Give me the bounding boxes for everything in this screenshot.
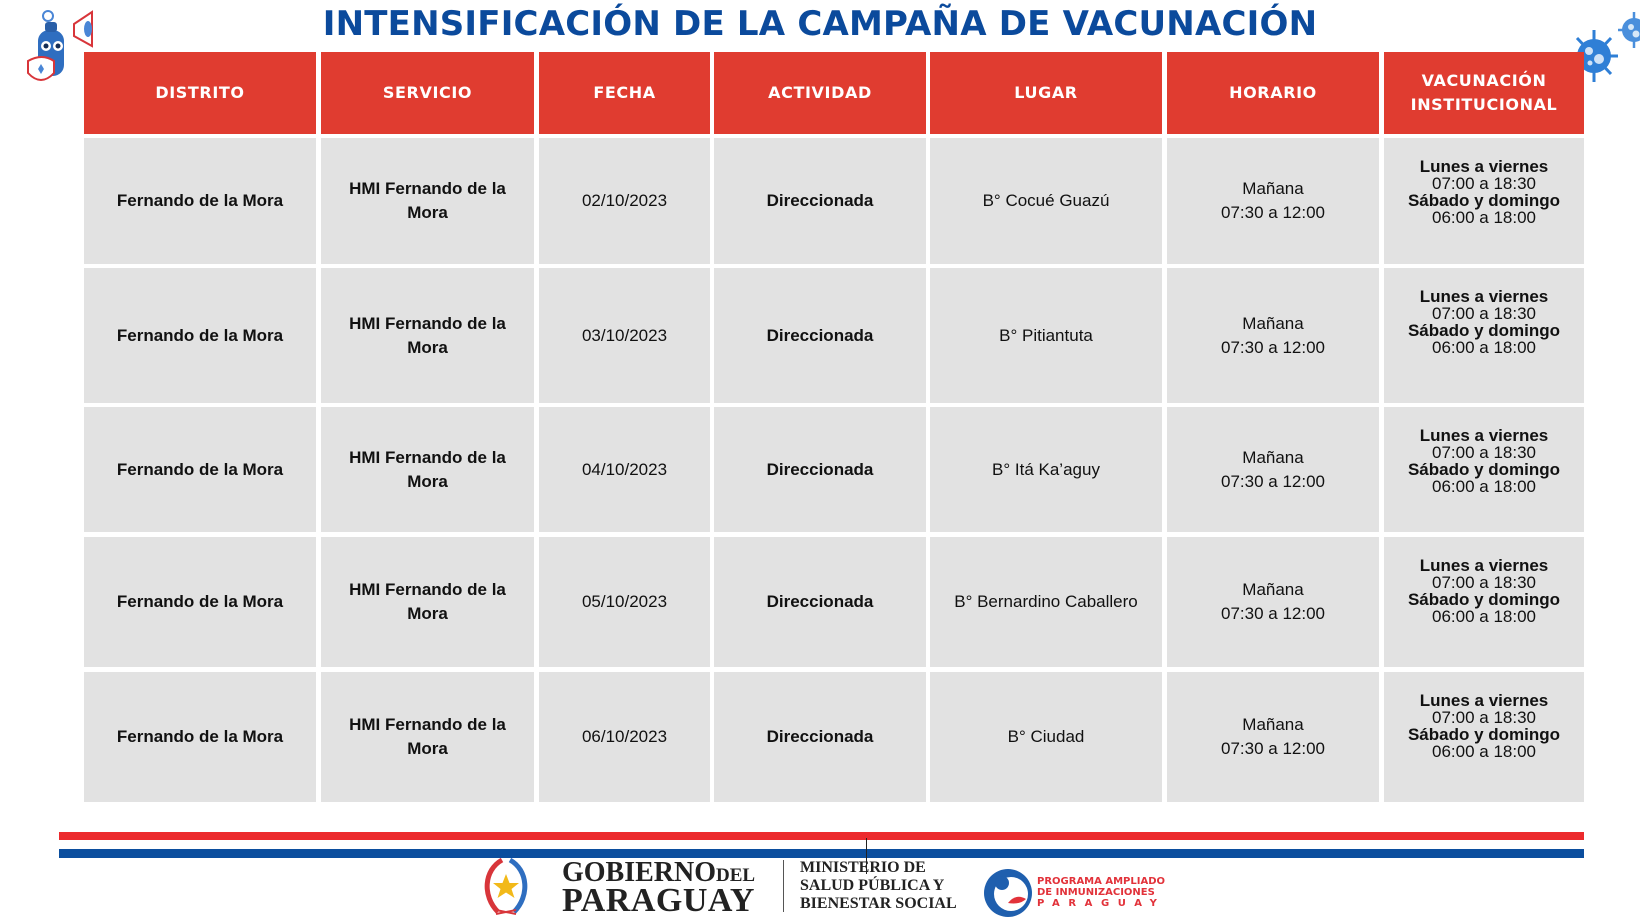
cell-lugar	[930, 672, 1162, 802]
distrito-text: Fernando de la Mora	[116, 191, 284, 210]
header-fecha	[539, 52, 710, 134]
servicio-line: Mora	[407, 203, 448, 222]
inst-weekday-hours: 07:00 a 18:30	[1432, 573, 1536, 592]
distrito-text: Fernando de la Mora	[116, 727, 284, 746]
header-label-line: VACUNACIÓN	[1421, 71, 1547, 90]
gobierno-logo-line2: PARAGUAY	[562, 882, 755, 919]
cell-actividad	[714, 268, 926, 403]
cell-distrito	[84, 138, 316, 264]
page-title: INTENSIFICACIÓN DE LA CAMPAÑA DE VACUNACIÓN	[322, 4, 1318, 44]
cell-fecha	[539, 537, 710, 667]
cell-distrito	[84, 537, 316, 667]
cell-horario	[1167, 672, 1379, 802]
horario-line: Mañana	[1242, 179, 1304, 198]
servicio-line: Mora	[407, 337, 448, 357]
fecha-text: 02/10/2023	[581, 191, 668, 210]
horario-line: Mañana	[1242, 580, 1304, 599]
cell-actividad	[714, 407, 926, 532]
servicio-line: Mora	[407, 604, 448, 623]
header-vacunacion-institucional	[1384, 52, 1584, 134]
header-label: SERVICIO	[382, 83, 473, 102]
ministerio-line: SALUD PÚBLICA Y	[800, 877, 945, 894]
servicio-line: HMI Fernando de la	[349, 313, 506, 333]
inst-weekday-hours: 07:00 a 18:30	[1432, 304, 1536, 323]
cell-fecha	[539, 138, 710, 264]
gobierno-del-text: DEL	[716, 865, 756, 886]
actividad-text: Direccionada	[766, 459, 874, 479]
actividad-text: Direccionada	[766, 191, 874, 210]
inst-weekend-hours: 06:00 a 18:00	[1432, 742, 1536, 761]
servicio-line: HMI Fernando de la	[349, 715, 506, 734]
actividad-text: Direccionada	[766, 325, 874, 345]
header-label: HORARIO	[1229, 83, 1317, 102]
cell-lugar	[930, 268, 1162, 403]
cell-lugar	[930, 138, 1162, 264]
pai-logo-text	[1037, 876, 1165, 909]
cell-fecha	[539, 268, 710, 403]
inst-weekday-hours: 07:00 a 18:30	[1432, 708, 1536, 727]
lugar-text: B° Itá Ka’aguy	[992, 459, 1100, 479]
cell-distrito	[84, 672, 316, 802]
fecha-text: 03/10/2023	[581, 325, 668, 345]
cell-servicio	[321, 407, 534, 532]
header-lugar	[930, 52, 1162, 134]
inst-weekend-hours: 06:00 a 18:00	[1432, 338, 1536, 357]
inst-weekend-label: Sábado y domingo	[1407, 590, 1561, 609]
header-distrito	[84, 52, 316, 134]
cell-servicio	[321, 537, 534, 667]
inst-weekday-label: Lunes a viernes	[1419, 691, 1549, 710]
inst-weekend-hours: 06:00 a 18:00	[1432, 607, 1536, 626]
header-label-line: INSTITUCIONAL	[1410, 95, 1558, 114]
cell-vacunacion-institucional	[1384, 672, 1584, 802]
inst-weekday-label: Lunes a viernes	[1419, 426, 1549, 445]
pai-line: PARAGUAY	[1037, 898, 1166, 909]
cell-servicio	[321, 138, 534, 264]
cell-vacunacion-institucional	[1384, 407, 1584, 532]
inst-weekend-label: Sábado y domingo	[1407, 191, 1561, 210]
paraguay-emblem-icon	[480, 856, 532, 918]
pai-line: DE INMUNIZACIONES	[1037, 887, 1155, 898]
distrito-text: Fernando de la Mora	[116, 459, 284, 479]
horario-line: 07:30 a 12:00	[1221, 471, 1325, 491]
cell-horario	[1167, 537, 1379, 667]
cell-actividad	[714, 138, 926, 264]
cell-vacunacion-institucional	[1384, 537, 1584, 667]
fecha-text: 04/10/2023	[581, 459, 668, 479]
cell-vacunacion-institucional	[1384, 268, 1584, 403]
gobierno-text: GOBIERNO	[562, 857, 717, 888]
cell-horario	[1167, 407, 1379, 532]
logo-divider	[783, 860, 784, 912]
header-actividad	[714, 52, 926, 134]
lugar-text: B° Pitiantuta	[999, 325, 1093, 345]
servicio-line: HMI Fernando de la	[349, 179, 506, 198]
ministerio-line: BIENESTAR SOCIAL	[800, 895, 957, 912]
cell-lugar	[930, 537, 1162, 667]
header-label: DISTRITO	[155, 83, 245, 102]
cell-servicio	[321, 268, 534, 403]
inst-weekday-hours: 07:00 a 18:30	[1432, 443, 1536, 462]
cell-servicio	[321, 672, 534, 802]
inst-weekend-label: Sábado y domingo	[1407, 460, 1561, 479]
pai-logo-icon	[982, 867, 1034, 919]
inst-weekend-label: Sábado y domingo	[1407, 321, 1561, 340]
lugar-text: B° Cocué Guazú	[982, 191, 1110, 210]
cell-horario	[1167, 268, 1379, 403]
inst-weekday-hours: 07:00 a 18:30	[1432, 174, 1536, 193]
horario-line: Mañana	[1242, 715, 1304, 734]
cell-fecha	[539, 407, 710, 532]
header-label: FECHA	[593, 83, 656, 102]
cell-distrito	[84, 407, 316, 532]
fecha-text: 05/10/2023	[581, 592, 668, 611]
horario-line: 07:30 a 12:00	[1221, 604, 1325, 623]
servicio-line: Mora	[407, 471, 448, 491]
lugar-text: B° Bernardino Caballero	[954, 592, 1138, 611]
distrito-text: Fernando de la Mora	[116, 592, 284, 611]
header-label: LUGAR	[1014, 83, 1078, 102]
actividad-text: Direccionada	[766, 727, 874, 746]
servicio-line: Mora	[407, 739, 448, 758]
cell-actividad	[714, 537, 926, 667]
servicio-line: HMI Fernando de la	[349, 580, 506, 599]
horario-line: Mañana	[1242, 313, 1304, 333]
cell-horario	[1167, 138, 1379, 264]
fecha-text: 06/10/2023	[581, 727, 668, 746]
virus-icon-small	[1614, 8, 1640, 52]
pai-line: PROGRAMA AMPLIADO	[1037, 876, 1166, 887]
header-label: ACTIVIDAD	[768, 83, 872, 102]
distrito-text: Fernando de la Mora	[116, 325, 284, 345]
flag-stripe-blue	[59, 849, 1584, 858]
inst-weekday-label: Lunes a viernes	[1419, 157, 1549, 176]
ministerio-logo	[800, 859, 957, 913]
inst-weekday-label: Lunes a viernes	[1419, 556, 1549, 575]
cell-vacunacion-institucional	[1384, 138, 1584, 264]
cell-distrito	[84, 268, 316, 403]
horario-line: 07:30 a 12:00	[1221, 203, 1325, 222]
actividad-text: Direccionada	[766, 592, 874, 611]
header-horario	[1167, 52, 1379, 134]
lugar-text: B° Ciudad	[1007, 727, 1085, 746]
horario-line: Mañana	[1242, 447, 1304, 467]
inst-weekend-hours: 06:00 a 18:00	[1432, 208, 1536, 227]
header-servicio	[321, 52, 534, 134]
inst-weekend-hours: 06:00 a 18:00	[1432, 477, 1536, 496]
flag-stripe-red	[59, 832, 1584, 840]
inst-weekday-label: Lunes a viernes	[1419, 287, 1549, 306]
inst-weekend-label: Sábado y domingo	[1407, 725, 1561, 744]
horario-line: 07:30 a 12:00	[1221, 739, 1325, 758]
servicio-line: HMI Fernando de la	[349, 447, 506, 467]
cell-fecha	[539, 672, 710, 802]
horario-line: 07:30 a 12:00	[1221, 337, 1325, 357]
cell-actividad	[714, 672, 926, 802]
ministerio-line: MINISTERIO DE	[800, 859, 926, 876]
cell-lugar	[930, 407, 1162, 532]
